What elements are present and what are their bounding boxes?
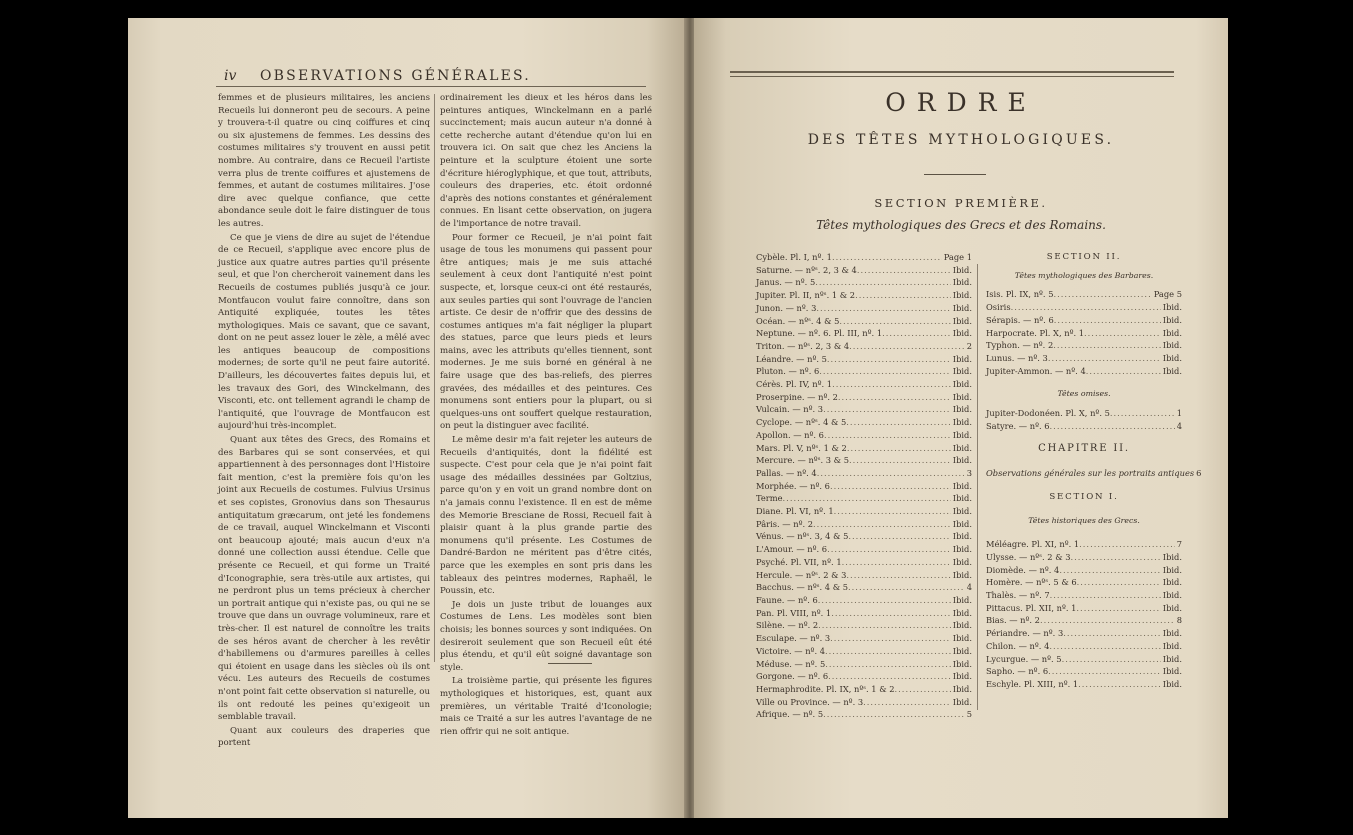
- chapter-heading: CHAPITRE II.: [1038, 443, 1130, 455]
- toc-entry[interactable]: [986, 467, 1202, 480]
- toc-entry-name: Thalès. — nº. 7: [986, 590, 1050, 601]
- toc-entry-page: Ibid.: [1162, 666, 1182, 677]
- leader-dots: [832, 378, 951, 391]
- toc-entry[interactable]: [756, 556, 972, 569]
- toc-entry-page: Ibid.: [1162, 327, 1182, 338]
- leader-dots: [813, 518, 951, 531]
- toc-entry-page: Ibid.: [952, 658, 972, 669]
- toc-entry[interactable]: [756, 619, 972, 632]
- toc-entry-name: Saturne. — nºˢ. 2, 3 & 4: [756, 264, 857, 275]
- leader-dots: [847, 442, 951, 455]
- toc-entry-name: Observations générales sur les portraits antiques: [986, 468, 1195, 479]
- toc-entry[interactable]: [986, 365, 1182, 378]
- toc-entry-name: Pluton. — nº. 6: [756, 366, 820, 377]
- running-title: OBSERVATIONS GÉNÉRALES.: [260, 68, 531, 84]
- toc-entry-name: Diane. Pl. VI, nº. 1: [756, 506, 834, 517]
- toc-entry-page: Ibid.: [1162, 628, 1182, 639]
- toc-entry-name: Terme: [756, 493, 783, 504]
- toc-entry-page: Ibid.: [952, 518, 972, 529]
- toc-entry-page: Ibid.: [952, 290, 972, 301]
- toc-entry-page: Ibid.: [1162, 678, 1182, 689]
- top-rule: [730, 71, 1174, 73]
- toc-entry-page: Ibid.: [952, 353, 972, 364]
- toc-entry-page: 4: [966, 582, 972, 593]
- leader-dots: [817, 467, 965, 480]
- leader-dots: [815, 276, 951, 289]
- toc-entry-name: Proserpine. — nº. 2: [756, 391, 838, 402]
- toc-entry[interactable]: [986, 602, 1182, 615]
- toc-entry-page: Page 5: [1153, 289, 1182, 300]
- leader-dots: [1078, 678, 1161, 691]
- toc-entry-name: Mercure. — nºˢ. 3 & 5: [756, 455, 849, 466]
- toc-entry-name: Victoire. — nº. 4: [756, 645, 826, 656]
- toc-entry-page: Ibid.: [952, 569, 972, 580]
- toc-entry-name: Hermaphrodite. Pl. IX, nºˢ. 1 & 2: [756, 683, 895, 694]
- leader-dots: [863, 696, 951, 709]
- toc-entry-name: Mars. Pl. V, nºˢ. 1 & 2: [756, 442, 847, 453]
- toc-entry-name: Psyché. Pl. VII, nº. 1: [756, 556, 842, 567]
- toc-entry[interactable]: [756, 391, 972, 404]
- toc-entry[interactable]: [986, 640, 1182, 653]
- toc-entry-name: Jupiter. Pl. II, nºˢ. 1 & 2: [756, 290, 856, 301]
- paragraph: ordinairement les dieux et les héros dans les peintures antiques, Winckelmann en a parlé succinctement; mais aucun auteur n'a donné à cette recherche autant d'étendue qu'on lui en trouvera ici. On sait que chez les Anciens la peinture et la sculpture étoient une sorte d'écriture hiéroglyphique, et que tout, attributs, couleurs des draperies, etc. étoit ordonné d'après des notions constantes et généralement connues. En lisant cette observation, on jugera de l'importance de notre travail.: [440, 93, 652, 229]
- leader-dots: [882, 327, 951, 340]
- toc-entry-page: Ibid.: [1162, 653, 1182, 664]
- leader-dots: [895, 683, 951, 696]
- toc-entry[interactable]: [756, 581, 972, 594]
- leader-dots: [1048, 665, 1161, 678]
- toc-entry-page: Ibid.: [952, 328, 972, 339]
- toc-entry-page: Ibid.: [952, 302, 972, 313]
- leader-dots: [823, 403, 951, 416]
- toc-entry-name: Hercule. — nºˢ. 2 & 3: [756, 569, 847, 580]
- leader-dots: [1062, 653, 1161, 666]
- page-title: ORDRE: [885, 88, 1037, 117]
- leader-dots: [832, 251, 942, 264]
- toc-entry-page: Ibid.: [1162, 602, 1182, 613]
- toc-entry[interactable]: [756, 670, 972, 683]
- leader-dots: [816, 302, 950, 315]
- toc-entry[interactable]: [756, 429, 972, 442]
- toc-entry-page: Ibid.: [952, 556, 972, 567]
- toc-entry-name: Pan. Pl. VIII, nº. 1: [756, 607, 832, 618]
- section-heading: SECTION I.: [1049, 491, 1119, 502]
- text-column-2: [440, 92, 652, 738]
- toc-entry-name: Triton. — nºˢ. 2, 3 & 4: [756, 340, 850, 351]
- toc-entry-page: Ibid.: [952, 315, 972, 326]
- toc-entry[interactable]: [756, 327, 972, 340]
- toc-entry[interactable]: [986, 327, 1182, 340]
- toc-entry-page: Ibid.: [1162, 551, 1182, 562]
- toc-entry[interactable]: [756, 518, 972, 531]
- text-column-1: [218, 92, 430, 750]
- toc-entry[interactable]: [756, 454, 972, 467]
- toc-entry-page: Ibid.: [952, 429, 972, 440]
- toc-entry-name: Osiris: [986, 302, 1011, 313]
- toc-entry-name: Afrique. — nº. 5: [756, 709, 824, 720]
- toc-entry[interactable]: [756, 416, 972, 429]
- toc-entry-page: Ibid.: [952, 607, 972, 618]
- toc-entry-name: L'Amour. — nº. 6: [756, 544, 828, 555]
- paragraph: Ce que je viens de dire au sujet de l'étendue de ce Recueil, s'applique avec encore plus de justice aux quatre autres parties qu'il présente seul, et que l'on chercheroit vainement dans les Recueils de costumes publiés jusqu'à ce jour. Montfaucon voulut faire connoître, dans son Antiquité expliquée, toutes les têtes mythologiques. Mais ce savant, que ce savant, dont on ne peut assez louer le zèle, a mêlé avec les antiques beaucoup de compositions modernes; de sorte qu'il ne peut faire autorité. D'ailleurs, les découvertes faites depuis lui, et les travaux des Gori, des Winckelmann, des Visconti, etc. ont tellement agrandi le champ de l'antiquité, que l'ouvrage de Montfaucon est aujourd'hui très-incomplet.: [218, 232, 430, 432]
- toc-entry[interactable]: [756, 632, 972, 645]
- toc-entry[interactable]: [756, 530, 972, 543]
- toc-entry-name: Neptune. — nº. 6. Pl. III, nº. 1: [756, 328, 883, 339]
- toc-entry[interactable]: [756, 607, 972, 620]
- left-page: [128, 18, 686, 818]
- toc-entry-page: Ibid.: [952, 645, 972, 656]
- section-heading: SECTION PREMIÈRE.: [874, 196, 1048, 210]
- toc-entry-name: Gorgone. — nº. 6: [756, 671, 829, 682]
- leader-dots: [1011, 301, 1161, 314]
- toc-entry-page: Ibid.: [952, 531, 972, 542]
- toc-entry-name: Vénus. — nºˢ. 3, 4 & 5: [756, 531, 849, 542]
- toc-entry-page: 3: [966, 467, 972, 478]
- toc-entry-name: Jupiter-Ammon. — nº. 4: [986, 365, 1086, 376]
- toc-entry[interactable]: [756, 467, 972, 480]
- toc-entry-page: Ibid.: [952, 633, 972, 644]
- right-page: [694, 18, 1228, 818]
- toc-entry-name: Sapho. — nº. 6: [986, 666, 1049, 677]
- leader-dots: [1084, 327, 1161, 340]
- toc-entry[interactable]: [756, 365, 972, 378]
- toc-entry-name: Méduse. — nº. 5: [756, 658, 826, 669]
- toc-entry-name: Eschyle. Pl. XIII, nº. 1: [986, 678, 1079, 689]
- toc-entry[interactable]: [756, 594, 972, 607]
- toc-entry[interactable]: [756, 658, 972, 671]
- toc-entry[interactable]: [986, 538, 1182, 551]
- leader-dots: [855, 289, 951, 302]
- leader-dots: [848, 530, 950, 543]
- toc-entry-page: 5: [966, 709, 972, 720]
- leader-dots: [1086, 365, 1161, 378]
- leader-dots: [1040, 614, 1175, 627]
- toc-entry[interactable]: [756, 505, 972, 518]
- page-number: iv: [224, 68, 237, 84]
- leader-dots: [825, 645, 951, 658]
- toc-entry-page: Ibid.: [952, 696, 972, 707]
- toc-entry-name: Typhon. — nº. 2: [986, 340, 1054, 351]
- leader-dots: [849, 454, 951, 467]
- leader-dots: [834, 505, 951, 518]
- toc-entry[interactable]: [756, 708, 972, 721]
- toc-entry[interactable]: [756, 276, 972, 289]
- toc-entry[interactable]: [756, 302, 972, 315]
- leader-dots: [1050, 589, 1161, 602]
- toc-entry[interactable]: [986, 314, 1182, 327]
- paragraph: Quant aux têtes des Grecs, des Romains et des Barbares qui se sont conservées, et qui appartiennent à des personnages dont l'Histoire fait mention, c'est la première fois qu'on les joint aux Recueils de costumes. Fulvius Ursinus et ses copistes, Gronovius dans son Thesaurus antiquitatum græcarum, ont jeté les fondemens de ce travail, auquel Winckelmann et Visconti ont beaucoup ajouté; mais aucun d'eux n'a donné une collection aussi étendue. Celle que présente ce Recueil, et qui forme un Traité d'Iconographie, sera très-utile aux artistes, qui ne perdront plus un tems précieux à chercher un portrait antique qui n'existe pas, ou qui ne se trouve que dans un ouvrage volumineux, rare et très-cher. Il est naturel de connoître les traits de ses héros avant de chercher à les revêtir d'habillemens ou d'armures pareilles à celles qui étoient en usage dans les siècles où ils ont vécu. Les auteurs des Recueils de costumes n'ont point fait cette observation si naturelle, ou ils ont redouté les peines qu'exigeoit un semblable travail.: [218, 435, 430, 723]
- omitted-heading: Têtes omises.: [1057, 389, 1111, 399]
- paragraph: Je dois un juste tribut de louanges aux Costumes de Lens. Les modèles sont bien choisis; les bonnes sources y sont indiquées. On desireroit seulement que son Recueil eût été plus étendu, et qu'il eût soigné davantage son style.: [440, 599, 652, 673]
- leader-dots: [1079, 538, 1175, 551]
- toc-entry-name: Satyre. — nº. 6: [986, 420, 1050, 431]
- toc-entry-page: 6: [1196, 468, 1202, 479]
- page-subtitle: DES TÊTES MYTHOLOGIQUES.: [807, 132, 1115, 148]
- column-divider: [434, 94, 435, 662]
- open-book: [128, 18, 1228, 826]
- leader-dots: [1076, 602, 1160, 615]
- leader-dots: [1048, 352, 1161, 365]
- toc-entry[interactable]: [986, 339, 1182, 352]
- leader-dots: [827, 353, 951, 366]
- toc-entry-page: Ibid.: [952, 683, 972, 694]
- toc-entry-page: Ibid.: [952, 671, 972, 682]
- toc-entry[interactable]: [756, 569, 972, 582]
- toc-entry[interactable]: [986, 288, 1182, 301]
- top-rule-thin: [730, 76, 1174, 77]
- toc-entry[interactable]: [986, 564, 1182, 577]
- toc-entry-name: Sérapis. — nº. 6: [986, 314, 1054, 325]
- toc-entry-name: Apollon. — nº. 6: [756, 429, 824, 440]
- toc-entry[interactable]: [986, 576, 1182, 589]
- toc-entry[interactable]: [756, 696, 972, 709]
- toc-entry[interactable]: [986, 665, 1182, 678]
- toc-entry-name: Bacchus. — nºˢ. 4 & 5: [756, 582, 849, 593]
- leader-dots: [842, 556, 951, 569]
- section-subheading: Têtes historiques des Grecs.: [1028, 515, 1140, 525]
- toc-entry-name: Cérès. Pl. IV, nº. 1: [756, 379, 833, 390]
- toc-entry[interactable]: [756, 442, 972, 455]
- toc-entry-page: Ibid.: [1162, 340, 1182, 351]
- leader-dots: [830, 480, 951, 493]
- toc-entry[interactable]: [756, 264, 972, 277]
- toc-entry-name: Ville ou Province. — nº. 3: [756, 696, 864, 707]
- toc-entry-name: Isis. Pl. IX, nº. 5: [986, 289, 1054, 300]
- toc-entry[interactable]: [986, 627, 1182, 640]
- leader-dots: [1059, 564, 1160, 577]
- toc-entry[interactable]: [756, 543, 972, 556]
- toc-entry-page: Ibid.: [952, 620, 972, 631]
- leader-dots: [827, 543, 951, 556]
- toc-entry-name: Pittacus. Pl. XII, nº. 1: [986, 602, 1077, 613]
- leader-dots: [838, 391, 951, 404]
- header-rule: [216, 86, 646, 87]
- leader-dots: [819, 365, 951, 378]
- leader-dots: [818, 619, 951, 632]
- paragraph: La troisième partie, qui présente les figures mythologiques et historiques, est, quant aux premières, un véritable Traité d'Iconologie; mais ce Traité a sur les autres l'avantage de ne rien offrir qui ne soit antique.: [440, 676, 652, 737]
- leader-dots: [1054, 288, 1152, 301]
- leader-dots: [1053, 339, 1161, 352]
- toc-entry-name: Léandre. — nº. 5: [756, 353, 827, 364]
- section-subheading: Têtes mythologiques des Grecs et des Romains.: [816, 218, 1106, 232]
- paragraph: Pour former ce Recueil, je n'ai point fait usage de tous les monumens qui passent pour être antiques; mais je me suis attaché seulement à ceux dont l'antiquité n'est point suspecte, et, lorsque ceux-ci ont été restaurés, aux seules parties qui sont l'ouvrage de l'ancien artiste. Ce desir de n'offrir que des dessins de costumes antiques m'a fait négliger la plupart des statues, parce que leurs pieds et leurs mains, avec les attributs qu'elles tiennent, sont modernes. Je me suis borné en général à ne faire usage que des bas-reliefs, des pierres gravées, des médailles et des peintures. Ces monumens sont entiers pour la plupart, ou si quelques-uns ont souffert quelque restauration, on peut la distinguer avec facilité.: [440, 232, 652, 432]
- toc-entry-page: Ibid.: [952, 493, 972, 504]
- toc-entry[interactable]: [756, 403, 972, 416]
- toc-entry-page: Ibid.: [1162, 302, 1182, 313]
- paragraph: femmes et de plusieurs militaires, les anciens Recueils lui donneront peu de secours. A peine y trouvera-t-il quatre ou cinq coiffures et cinq ou six ajustemens de femmes. Les dessins des costumes militaires s'y trouvent en aussi petit nombre. Au contraire, dans ce Recueil l'artiste verra plus de trente coiffures et ajustemens de femmes, et autant de costumes militaires. J'ose dire avec quelque confiance, que cette abondance seule doit le faire distinguer de tous les autres.: [218, 93, 430, 229]
- toc-entry-name: Vulcain. — nº. 3: [756, 404, 824, 415]
- leader-dots: [831, 607, 951, 620]
- toc-entry[interactable]: [756, 353, 972, 366]
- toc-entry-name: Diomède. — nº. 4: [986, 564, 1060, 575]
- toc-entry-page: 7: [1176, 539, 1182, 550]
- toc-entry-name: Bias. — nº. 2: [986, 615, 1040, 626]
- toc-entry-name: Homère. — nºˢ. 5 & 6: [986, 577, 1077, 588]
- toc-entry-name: Chilon. — nº. 4: [986, 640, 1050, 651]
- toc-entry-name: Junon. — nº. 3: [756, 302, 817, 313]
- toc-entry-name: Morphée. — nº. 6: [756, 480, 830, 491]
- leader-dots: [846, 569, 950, 582]
- toc-entry-name: Harpocrate. Pl. X, nº. 1: [986, 327, 1085, 338]
- toc-entry-page: 2: [966, 340, 972, 351]
- toc-entry[interactable]: [756, 251, 972, 264]
- toc-entry-page: Ibid.: [952, 455, 972, 466]
- end-rule: [548, 663, 592, 664]
- toc-entry-page: Ibid.: [1162, 314, 1182, 325]
- leader-dots: [825, 658, 951, 671]
- toc-entry-page: 8: [1176, 615, 1182, 626]
- leader-dots: [1063, 627, 1161, 640]
- toc-entry-page: Ibid.: [952, 391, 972, 402]
- leader-dots: [1071, 551, 1161, 564]
- toc-entry[interactable]: [756, 378, 972, 391]
- leader-dots: [839, 315, 950, 328]
- toc-entry[interactable]: [986, 301, 1182, 314]
- leader-dots: [828, 670, 951, 683]
- leader-dots: [830, 632, 951, 645]
- title-rule: [924, 174, 986, 175]
- leader-dots: [1054, 314, 1161, 327]
- toc-entry-page: Ibid.: [1162, 590, 1182, 601]
- toc-entry[interactable]: [756, 645, 972, 658]
- toc-entry[interactable]: [756, 289, 972, 302]
- paragraph: Le même desir m'a fait rejeter les auteurs de Recueils d'antiquités, dont la fidélité est suspecte. C'est pour cela que je n'ai point fait usage des médailles dessinées par Goltzius, parce qu'on y en voit un grand nombre dont on n'a jamais connu l'existence. Il en est de même des Memorie Bresciane de Rossi, Recueil fait à plaisir quant à la plus grande partie des monumens qu'il présente. Les Costumes de Dandré-Bardon ne méritent pas d'être cités, parce que les exemples en sont pris dans les tableaux des peintres modernes, Raphaël, le Poussin, etc.: [440, 435, 652, 597]
- toc-entry-page: Ibid.: [1162, 640, 1182, 651]
- leader-dots: [824, 429, 951, 442]
- toc-entry-page: Ibid.: [1162, 352, 1182, 363]
- toc-entry-page: Ibid.: [952, 442, 972, 453]
- toc-entry[interactable]: [986, 352, 1182, 365]
- toc-entry[interactable]: [986, 653, 1182, 666]
- toc-entry[interactable]: [756, 683, 972, 696]
- toc-entry-name: Lycurgue. — nº. 5: [986, 653, 1062, 664]
- toc-entry-page: 1: [1176, 408, 1182, 419]
- toc-entry-page: Ibid.: [952, 264, 972, 275]
- toc-entry-name: Ulysse. — nºˢ. 2 & 3: [986, 551, 1071, 562]
- toc-entry[interactable]: [756, 340, 972, 353]
- toc-entry-page: 4: [1176, 420, 1182, 431]
- leader-dots: [857, 264, 951, 277]
- leader-dots: [1077, 576, 1161, 589]
- toc-entry-name: Silène. — nº. 2: [756, 620, 819, 631]
- toc-entry-page: Ibid.: [952, 277, 972, 288]
- toc-left-column: [756, 251, 972, 721]
- toc-entry[interactable]: [756, 315, 972, 328]
- toc-entry-name: Janus. — nº. 5: [756, 277, 816, 288]
- section-subheading: Têtes mythologiques des Barbares.: [1014, 270, 1154, 280]
- leader-dots: [823, 708, 965, 721]
- toc-entry-name: Faune. — nº. 6: [756, 594, 818, 605]
- toc-entry-page: Ibid.: [952, 417, 972, 428]
- toc-entry-page: Ibid.: [1162, 564, 1182, 575]
- leader-dots: [1110, 407, 1175, 420]
- toc-entry-page: Ibid.: [1162, 365, 1182, 376]
- toc-entry[interactable]: [986, 551, 1182, 564]
- leader-dots: [849, 340, 965, 353]
- toc-entry-name: Océan. — nºˢ. 4 & 5: [756, 315, 840, 326]
- leader-dots: [1050, 420, 1175, 433]
- toc-right-column: [986, 251, 1202, 691]
- toc-entry[interactable]: [986, 678, 1182, 691]
- running-head: [198, 68, 638, 88]
- toc-entry-name: Lunus. — nº. 3: [986, 352, 1048, 363]
- toc-entry[interactable]: [756, 492, 972, 505]
- toc-entry-name: Esculape. — nº. 3: [756, 633, 831, 644]
- toc-entry[interactable]: [986, 420, 1182, 433]
- leader-dots: [818, 594, 951, 607]
- leader-dots: [783, 492, 951, 505]
- toc-divider: [977, 264, 978, 710]
- leader-dots: [846, 416, 951, 429]
- section-heading: SECTION II.: [1046, 252, 1122, 262]
- toc-entry-page: Ibid.: [952, 544, 972, 555]
- toc-entry[interactable]: [986, 589, 1182, 602]
- leader-dots: [1049, 640, 1160, 653]
- toc-entry[interactable]: [756, 480, 972, 493]
- paragraph: Quant aux couleurs des draperies que portent: [218, 725, 430, 749]
- toc-entry-page: Ibid.: [952, 506, 972, 517]
- toc-entry-name: Cybèle. Pl. I, nº. 1: [756, 252, 832, 262]
- toc-entry-name: Méléagre. Pl. XI, nº. 1: [986, 539, 1080, 550]
- toc-entry-page: Ibid.: [952, 404, 972, 415]
- leader-dots: [848, 581, 965, 594]
- toc-entry-page: Ibid.: [1162, 577, 1182, 588]
- toc-entry-page: Page 1: [943, 252, 972, 262]
- toc-entry-name: Cyclope. — nºˢ. 4 & 5: [756, 417, 847, 428]
- toc-entry-page: Ibid.: [952, 480, 972, 491]
- toc-entry-name: Périandre. — nº. 3: [986, 628, 1064, 639]
- toc-entry[interactable]: [986, 614, 1182, 627]
- toc-entry-name: Pâris. — nº. 2: [756, 518, 814, 529]
- toc-entry-page: Ibid.: [952, 379, 972, 390]
- toc-entry-page: Ibid.: [952, 594, 972, 605]
- toc-entry[interactable]: [986, 407, 1182, 420]
- toc-entry-page: Ibid.: [952, 366, 972, 377]
- toc-entry-name: Pallas. — nº. 4: [756, 467, 817, 478]
- toc-entry-name: Jupiter-Dodonéen. Pl. X, nº. 5: [986, 408, 1110, 419]
